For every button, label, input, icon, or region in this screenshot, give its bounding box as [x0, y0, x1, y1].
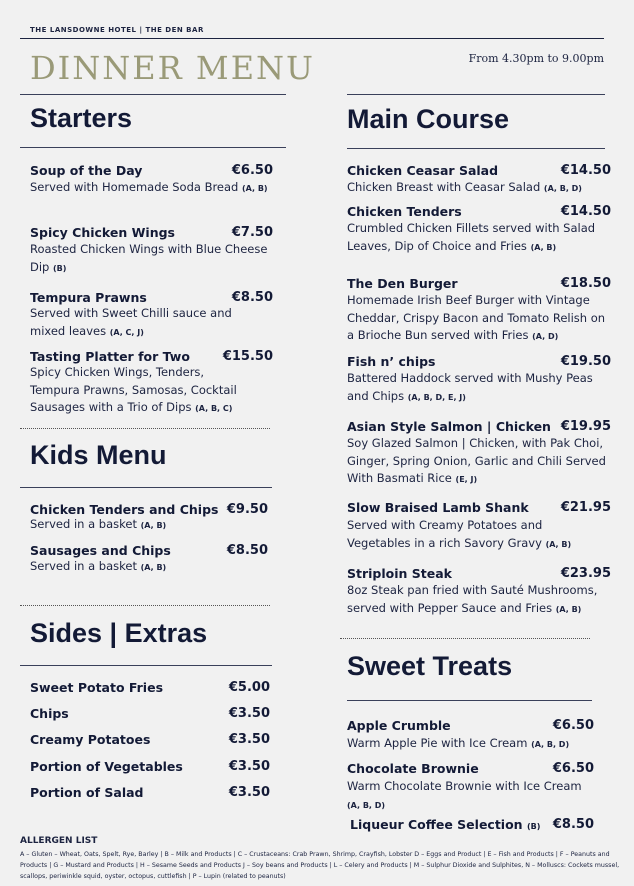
menu-item-price: €6.50: [231, 163, 273, 178]
menu-item-description: Served with Creamy Potatoes and Vegetables in a rich Savory Gravy (A, B): [347, 518, 572, 550]
allergen-codes: (E, J): [455, 475, 478, 484]
menu-item-price: €3.50: [228, 759, 270, 774]
menu-item-description: Spicy Chicken Wings, Tenders, Tempura Prawns, Samosas, Cocktail Sausages with a Trio of Dips (A, B, C): [30, 365, 237, 414]
menu-item-price: €3.50: [228, 785, 270, 800]
allergen-codes: (A, B, D, E, J): [407, 392, 466, 402]
menu-item-price: €6.50: [552, 718, 594, 733]
menu-item-name: Fish n’ chips: [347, 354, 436, 369]
menu-item-name: Portion of Vegetables: [30, 759, 183, 774]
menu-item-price: €5.00: [228, 680, 270, 695]
menu-item-description: Soy Glazed Salmon | Chicken, with Pak Choi, Ginger, Spring Onion, Garlic and Chili Served With Basmati Rice (E, J): [347, 436, 606, 485]
allergen-codes: (A, B, D): [347, 800, 386, 810]
menu-item-price: €8.50: [231, 290, 273, 305]
menu-item-name: Asian Style Salmon | Chicken: [347, 419, 551, 434]
opening-hours: From 4.30pm to 9.00pm: [468, 52, 604, 65]
hotel-name: THE LANSDOWNE HOTEL | THE DEN BAR: [30, 26, 204, 34]
menu-item-price: €15.50: [222, 349, 273, 364]
sides-heading: Sides | Extras: [30, 618, 208, 648]
allergen-codes: (A, B): [545, 539, 572, 549]
allergen-codes: (A, B, D): [543, 184, 582, 193]
main-course-heading: Main Course: [347, 104, 510, 134]
menu-item-name: Chicken Ceasar Salad: [347, 163, 499, 178]
menu-item-description: Roasted Chicken Wings with Blue Cheese Dip (B): [30, 242, 268, 274]
menu-item-name: Sausages and Chips: [30, 543, 171, 558]
sweet-bottom-divider: [347, 700, 592, 701]
menu-item-name: Spicy Chicken Wings: [30, 225, 175, 240]
menu-item-price: €3.50: [228, 706, 270, 721]
menu-item-name: The Den Burger: [347, 276, 458, 291]
menu-item-price: €3.50: [228, 732, 270, 747]
menu-item-price: €6.50: [552, 761, 594, 776]
allergen-codes: (A, B): [242, 184, 268, 193]
menu-item-name: Chips: [30, 706, 69, 721]
starters-bottom-divider: [20, 147, 286, 148]
section-divider: [340, 638, 590, 639]
menu-item-name: Soup of the Day: [30, 163, 143, 178]
menu-item-description: Served with Homemade Soda Bread (A, B): [30, 180, 268, 194]
section-divider: [20, 605, 270, 606]
menu-item-price: €18.50: [560, 276, 611, 291]
menu-item-description: 8oz Steak pan fried with Sauté Mushrooms, served with Pepper Sauce and Fries (A, B): [347, 583, 598, 615]
menu-item-name: Tasting Platter for Two: [30, 349, 190, 364]
menu-item-description: Served in a basket (A, B): [30, 559, 167, 573]
menu-item-description: Homemade Irish Beef Burger with Vintage Cheddar, Crispy Bacon and Tomato Relish on a Brioche Bun served with Fries (A, D): [347, 293, 606, 342]
menu-item-price: €14.50: [560, 204, 611, 219]
allergen-list-title: ALLERGEN LIST: [20, 836, 98, 846]
allergen-codes: (A, C, J): [109, 327, 144, 337]
allergen-codes: (A, B): [555, 604, 582, 614]
menu-item-price: €7.50: [231, 225, 273, 240]
menu-item-price: €8.50: [226, 543, 268, 558]
allergen-codes: (A, B): [530, 242, 557, 252]
menu-item-name: Liqueur Coffee Selection (B): [350, 817, 541, 832]
kids-heading: Kids Menu: [30, 440, 167, 470]
menu-item-price: €21.95: [560, 500, 611, 515]
menu-item-description: Warm Apple Pie with Ice Cream (A, B, D): [347, 736, 570, 750]
menu-item-description: Chicken Breast with Ceasar Salad (A, B, D): [347, 180, 582, 194]
allergen-list-text: A – Gluten – Wheat, Oats, Spelt, Rye, Barley | B – Milk and Products | C – Crustaceans: Crab Prawn, Shrimp, Crayfish, Lobster D – Eggs and Product | E – Fish and Products | F – Peanuts and Products | G – Mustard and Products | H – Sesame Seeds and Products J – Soy beans and Products | L – Celery and Products | M – Sulphur Dioxide and Sulphites, N – Molluscs: Cockets mussel, scallops, periwinkle squid, oyster, octopus, cuttlefish | P – Lupin (related to peanuts): [20, 851, 620, 880]
menu-item-name: Sweet Potato Fries: [30, 680, 164, 695]
allergen-codes: (A, B, D): [531, 740, 570, 749]
sweet-treats-heading: Sweet Treats: [347, 651, 513, 681]
menu-item-price: €23.95: [560, 566, 611, 581]
menu-item-price: €19.50: [560, 354, 611, 369]
allergen-codes: (A, B): [140, 563, 167, 572]
allergen-codes: (A, D): [532, 332, 559, 341]
starters-top-divider: [20, 94, 286, 95]
menu-item-name: Striploin Steak: [347, 566, 452, 581]
menu-item-name: Apple Crumble: [347, 718, 451, 733]
section-divider: [20, 428, 270, 429]
menu-item-description: Served with Sweet Chilli sauce and mixed leaves (A, C, J): [30, 306, 232, 338]
menu-item-name: Chocolate Brownie: [347, 761, 479, 776]
menu-item-description: Crumbled Chicken Fillets served with Salad Leaves, Dip of Choice and Fries (A, B): [347, 221, 596, 253]
top-divider: [20, 38, 604, 39]
menu-item-price: €14.50: [560, 163, 611, 178]
menu-item-description: Warm Chocolate Brownie with Ice Cream (A, B, D): [347, 779, 582, 810]
menu-item-price: €19.95: [560, 419, 611, 434]
menu-item-description: Battered Haddock served with Mushy Peas and Chips (A, B, D, E, J): [347, 371, 593, 403]
menu-item-description: Served in a basket (A, B): [30, 517, 167, 531]
allergen-codes: (A, B): [140, 521, 167, 530]
menu-title: DINNER MENU: [30, 49, 316, 87]
main-bottom-divider: [347, 148, 605, 149]
menu-item-name: Chicken Tenders and Chips: [30, 502, 219, 517]
main-top-divider: [347, 94, 605, 95]
kids-bottom-divider: [20, 487, 272, 488]
allergen-codes: (B): [526, 822, 541, 831]
allergen-codes: (A, B, C): [195, 404, 233, 413]
menu-item-price: €9.50: [226, 502, 268, 517]
sides-bottom-divider: [20, 665, 272, 666]
menu-item-name: Chicken Tenders: [347, 204, 462, 219]
menu-item-name: Creamy Potatoes: [30, 732, 151, 747]
menu-item-name: Tempura Prawns: [30, 290, 147, 305]
menu-item-name: Portion of Salad: [30, 785, 144, 800]
allergen-codes: (B): [53, 263, 67, 273]
starters-heading: Starters: [30, 103, 133, 133]
menu-item-name: Slow Braised Lamb Shank: [347, 500, 529, 515]
menu-item-price: €8.50: [552, 817, 594, 832]
